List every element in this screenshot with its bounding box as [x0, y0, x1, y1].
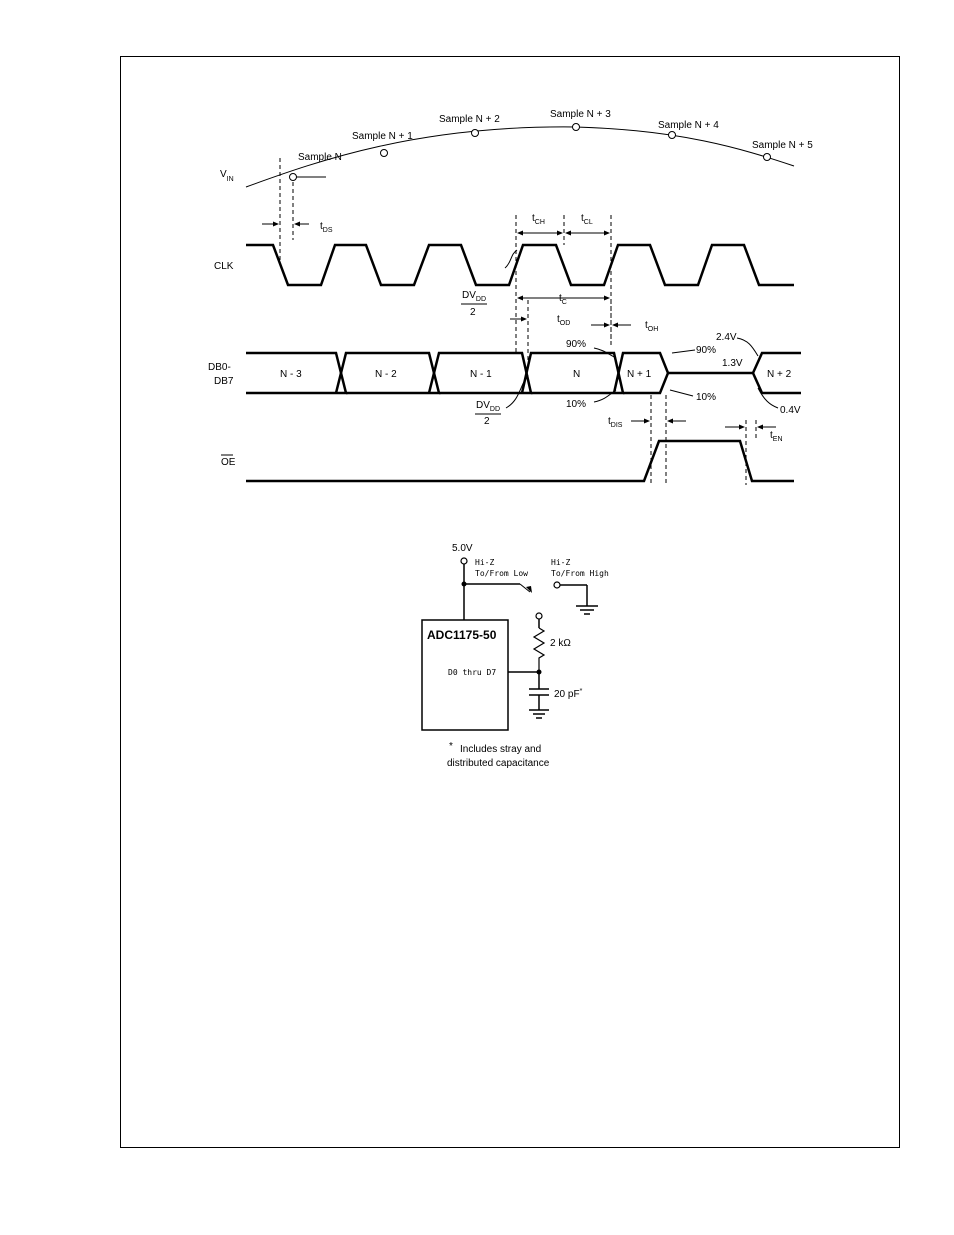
oe-waveform	[246, 441, 794, 481]
data-word-n: N	[573, 369, 581, 380]
ground-symbol-high	[576, 606, 598, 614]
level-10-right: 10%	[696, 392, 717, 403]
sample-point-n4	[669, 132, 676, 139]
db-label-line1: DB0-	[208, 362, 231, 373]
svg-text:2: 2	[470, 307, 476, 318]
data-word-n3: N - 3	[280, 369, 302, 380]
note-star: *	[449, 741, 453, 752]
tds-label: $t_{DS}$	[320, 221, 333, 234]
supply-terminal	[461, 558, 467, 564]
adc-chip-name: ADC1175-50	[427, 628, 497, 642]
svg-text:DVDD: $DV_{DD}$	[476, 400, 501, 413]
toh-label: $t_{OH}$	[645, 320, 659, 333]
hiz-low-label-2: To/From Low	[475, 569, 528, 578]
data-word-n2: N - 2	[375, 369, 397, 380]
sample-label-n5: Sample N + 5	[752, 140, 813, 151]
sample-label-n3: Sample N + 3	[550, 109, 611, 120]
sample-label-n: Sample N	[298, 152, 342, 163]
note-line-2: distributed capacitance	[447, 758, 550, 769]
level-leaders	[505, 250, 778, 408]
sample-point-n1	[381, 150, 388, 157]
sample-label-n4: Sample N + 4	[658, 120, 719, 131]
svg-text:DVDD: $DV_{DD}$	[462, 290, 487, 303]
sample-point-n3	[573, 124, 580, 131]
capacitor-20pf	[529, 689, 549, 695]
hiz-high-label-2: To/From High	[551, 569, 609, 578]
tc-label: $t_C$	[559, 293, 567, 306]
data-word-n1: N - 1	[470, 369, 492, 380]
tod-label: $t_{OD}$	[557, 314, 571, 327]
capacitor-label: 20 pF*	[554, 688, 583, 700]
supply-voltage-label: 5.0V	[452, 543, 473, 554]
hiz-high-label-1: Hi-Z	[551, 558, 571, 567]
ground-symbol-cap	[529, 710, 549, 718]
data-bus-waveform	[246, 353, 801, 393]
timing-reference-lines	[280, 158, 756, 485]
resistor-label: 2 kΩ	[550, 638, 571, 649]
sample-point-n	[290, 174, 297, 181]
dvdd-half-clk	[461, 290, 487, 318]
data-word-n-plus1: N + 1	[627, 369, 652, 380]
svg-text:2: 2	[484, 416, 490, 427]
tch-label: $t_{CH}$	[532, 213, 545, 226]
oe-label: OE	[221, 457, 236, 468]
level-1v3: 1.3V	[722, 358, 743, 369]
clk-label: CLK	[214, 261, 234, 272]
hiz-high-terminal	[554, 582, 560, 588]
note-line-1: Includes stray and	[460, 744, 542, 755]
clk-waveform	[246, 245, 794, 285]
timing-arrowheads	[273, 222, 763, 430]
vin-label: $V_{IN}$	[220, 169, 234, 183]
data-word-n-plus2: N + 2	[767, 369, 792, 380]
level-90-left: 90%	[566, 339, 587, 350]
level-90-right: 90%	[696, 345, 717, 356]
tcl-label: $t_{CL}$	[581, 213, 593, 226]
sample-point-n5	[764, 154, 771, 161]
tdis-label: $t_{DIS}$	[608, 416, 623, 429]
adc-chip-pins: D0 thru D7	[448, 668, 497, 677]
db-label-line2: DB7	[214, 376, 234, 387]
level-0v4: 0.4V	[780, 405, 801, 416]
level-2v4: 2.4V	[716, 332, 737, 343]
level-10-left: 10%	[566, 399, 587, 410]
sample-label-n1: Sample N + 1	[352, 131, 413, 142]
dvdd-half-data	[475, 400, 501, 427]
ten-label: $t_{EN}$	[770, 430, 783, 443]
sample-label-n2: Sample N + 2	[439, 114, 500, 125]
hiz-low-label-1: Hi-Z	[475, 558, 495, 567]
resistor-2k	[534, 628, 544, 672]
sample-point-n2	[472, 130, 479, 137]
switch-pivot	[536, 613, 542, 619]
